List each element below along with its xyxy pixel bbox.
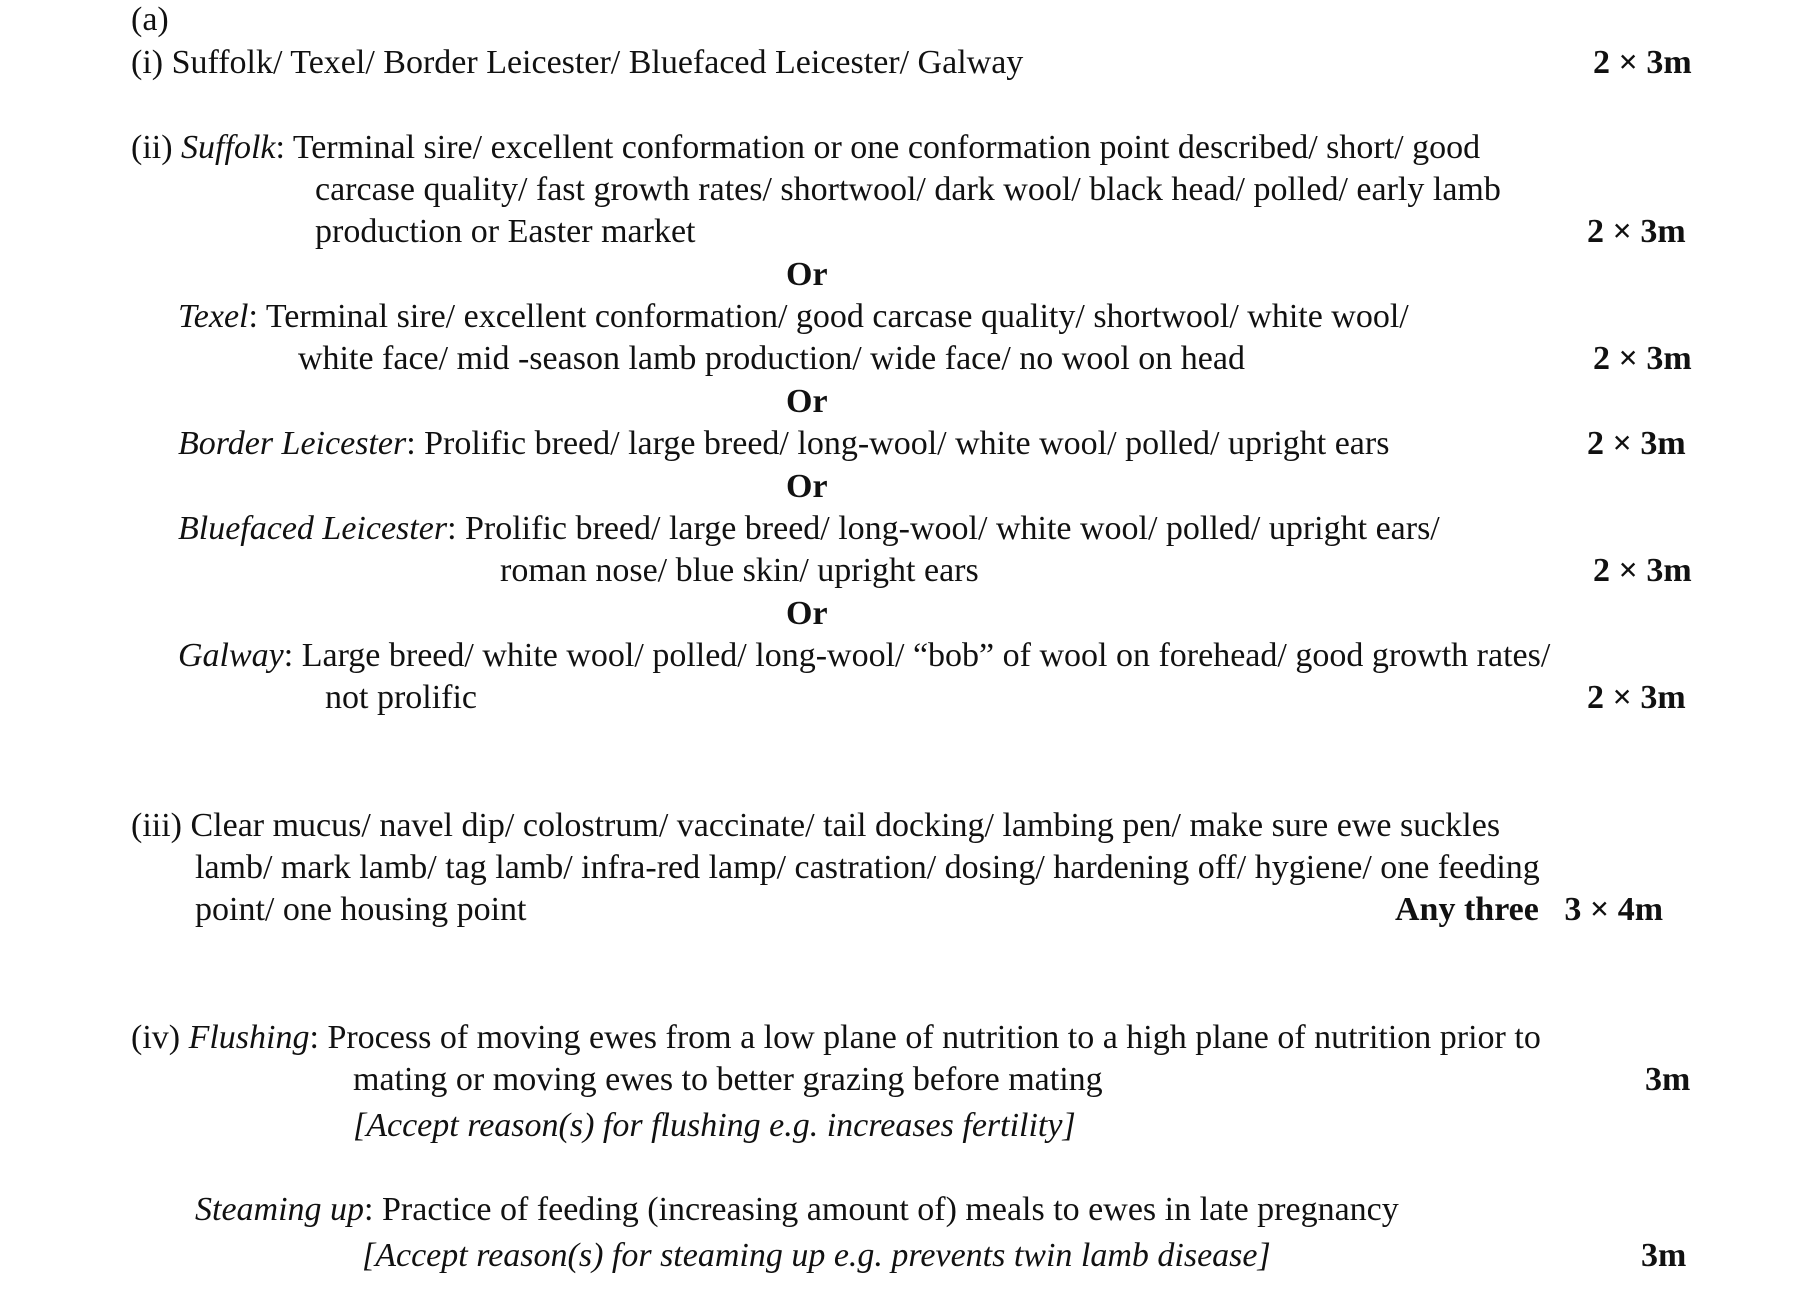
border-leicester-marks: 2 × 3m [1587,425,1686,462]
border-leicester-text-1: : Prolific breed/ large breed/ long-wool/ white wool/ polled/ upright ears [406,425,1390,462]
texel-line-1 [178,297,1409,337]
bluefaced-leicester-line-2: roman nose/ blue skin/ upright ears [500,552,979,589]
border-leicester-breed: Border Leicester [178,425,407,462]
galway-text-1: : Large breed/ white wool/ polled/ long-wool/ “bob” of wool on forehead/ good growth rates/ [283,637,1551,674]
part-i-marks: 2 × 3m [1593,44,1692,81]
suffolk-breed: Suffolk [181,129,276,166]
galway-line-1 [178,636,1550,676]
flushing-text-1: : Process of moving ewes from a low plane of nutrition to a high plane of nutrition prior to [309,1019,1541,1056]
section-label: (a) [131,1,169,38]
texel-text-1: : Terminal sire/ excellent conformation/ good carcase quality/ shortwool/ white wool/ [248,298,1409,335]
bluefaced-leicester-text-1: : Prolific breed/ large breed/ long-wool/ white wool/ polled/ upright ears/ [447,510,1440,547]
suffolk-text-1: : Terminal sire/ excellent conformation or one conformation point described/ short/ good [275,129,1481,166]
steaming-up-term: Steaming up [195,1191,365,1228]
border-leicester-line-1 [178,424,1389,464]
or-separator: Or [786,468,828,505]
bluefaced-leicester-marks: 2 × 3m [1593,552,1692,589]
galway-line-2: not prolific [325,679,478,716]
steaming-up-note: [Accept reason(s) for steaming up e.g. prevents twin lamb disease] [362,1237,1271,1274]
galway-marks: 2 × 3m [1587,679,1686,716]
part-iii-line-1: (iii) Clear mucus/ navel dip/ colostrum/ vaccinate/ tail docking/ lambing pen/ make sure ewe suckles [131,807,1501,844]
part-iii-marks: Any three 3 × 4m [1395,891,1664,928]
flushing-note: [Accept reason(s) for flushing e.g. increases fertility] [353,1107,1076,1144]
part-iii-line-2: lamb/ mark lamb/ tag lamb/ infra-red lamp/ castration/ dosing/ hardening off/ hygiene/ one feeding [195,849,1540,886]
suffolk-line-1 [131,128,1480,168]
part-i-text: (i) Suffolk/ Texel/ Border Leicester/ Bluefaced Leicester/ Galway [131,44,1024,81]
bluefaced-leicester-line-1 [178,509,1440,549]
or-separator: Or [786,256,828,293]
suffolk-line-3: production or Easter market [315,213,696,250]
texel-line-2: white face/ mid -season lamb production/ wide face/ no wool on head [298,340,1245,377]
flushing-term: Flushing [188,1019,310,1056]
steaming-up-text-1: : Practice of feeding (increasing amount of) meals to ewes in late pregnancy [364,1191,1399,1228]
texel-breed: Texel [178,298,249,335]
steaming-up-marks: 3m [1641,1237,1687,1274]
flushing-line-1 [131,1018,1541,1058]
bluefaced-leicester-breed: Bluefaced Leicester [178,510,448,547]
or-separator: Or [786,595,828,632]
texel-marks: 2 × 3m [1593,340,1692,377]
flushing-line-2: mating or moving ewes to better grazing before mating [353,1061,1103,1098]
part-iv-lead: (iv) [131,1019,189,1056]
part-ii-lead: (ii) [131,129,182,166]
part-iii-line-3: point/ one housing point [195,891,527,928]
suffolk-marks: 2 × 3m [1587,213,1686,250]
or-separator: Or [786,383,828,420]
galway-breed: Galway [178,637,284,674]
steaming-up-line-1 [195,1190,1399,1230]
flushing-marks: 3m [1645,1061,1691,1098]
suffolk-line-2: carcase quality/ fast growth rates/ shortwool/ dark wool/ black head/ polled/ early lamb [315,171,1501,208]
